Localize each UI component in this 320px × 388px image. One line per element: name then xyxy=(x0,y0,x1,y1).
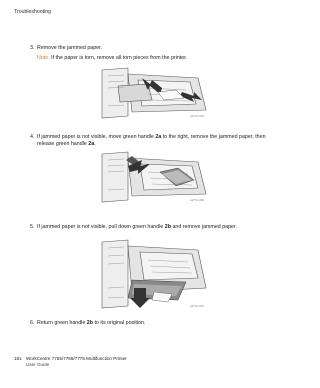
step-text: If jammed paper is not visible, move green handle xyxy=(37,134,156,140)
note-label: Note: xyxy=(37,55,50,61)
figure-handle-2b xyxy=(98,238,210,310)
step-text: to the right, remove the jammed paper, then release green handle xyxy=(37,134,266,147)
step-text: and remove jammed paper. xyxy=(170,224,237,230)
guide-name: User Guide xyxy=(26,362,50,367)
printer-illustration-1 xyxy=(98,66,210,120)
note-text: If the paper is torn, remove all torn pieces from the printer. xyxy=(49,55,188,61)
printer-illustration-2 xyxy=(98,150,210,204)
figure-id: wc77xx-096 xyxy=(190,199,204,202)
step-text: to its original position. xyxy=(92,320,146,326)
page-number: 181 xyxy=(14,356,22,361)
step-text: . xyxy=(94,141,96,147)
step-5 xyxy=(30,224,267,231)
product-name: WorkCentre 7755/7765/7775 Multifunction Printer xyxy=(26,356,127,361)
step-4 xyxy=(30,134,267,148)
figure-remove-paper xyxy=(98,66,210,120)
figure-handle-2a xyxy=(98,150,210,204)
handle-label: 2b xyxy=(164,224,171,230)
figure-id: wc77xx-070 xyxy=(190,115,204,118)
figure-id: wc77xx-097 xyxy=(190,305,204,308)
note xyxy=(37,55,187,61)
step-number: 3. xyxy=(30,45,35,51)
step-number: 6. xyxy=(30,320,35,326)
handle-label: 2a xyxy=(155,134,162,140)
printer-illustration-3 xyxy=(98,238,210,310)
step-number: 5. xyxy=(30,224,35,230)
step-text: If jammed paper is not visible, pull down green handle xyxy=(37,224,165,230)
step-text: Remove the jammed paper. xyxy=(37,45,103,51)
handle-label: 2b xyxy=(86,320,93,326)
running-header: Troubleshooting xyxy=(14,9,52,15)
step-text: Return green handle xyxy=(37,320,87,326)
step-6 xyxy=(30,320,267,327)
handle-label: 2a xyxy=(88,141,95,147)
step-number: 4. xyxy=(30,134,35,140)
step-3 xyxy=(30,45,267,52)
